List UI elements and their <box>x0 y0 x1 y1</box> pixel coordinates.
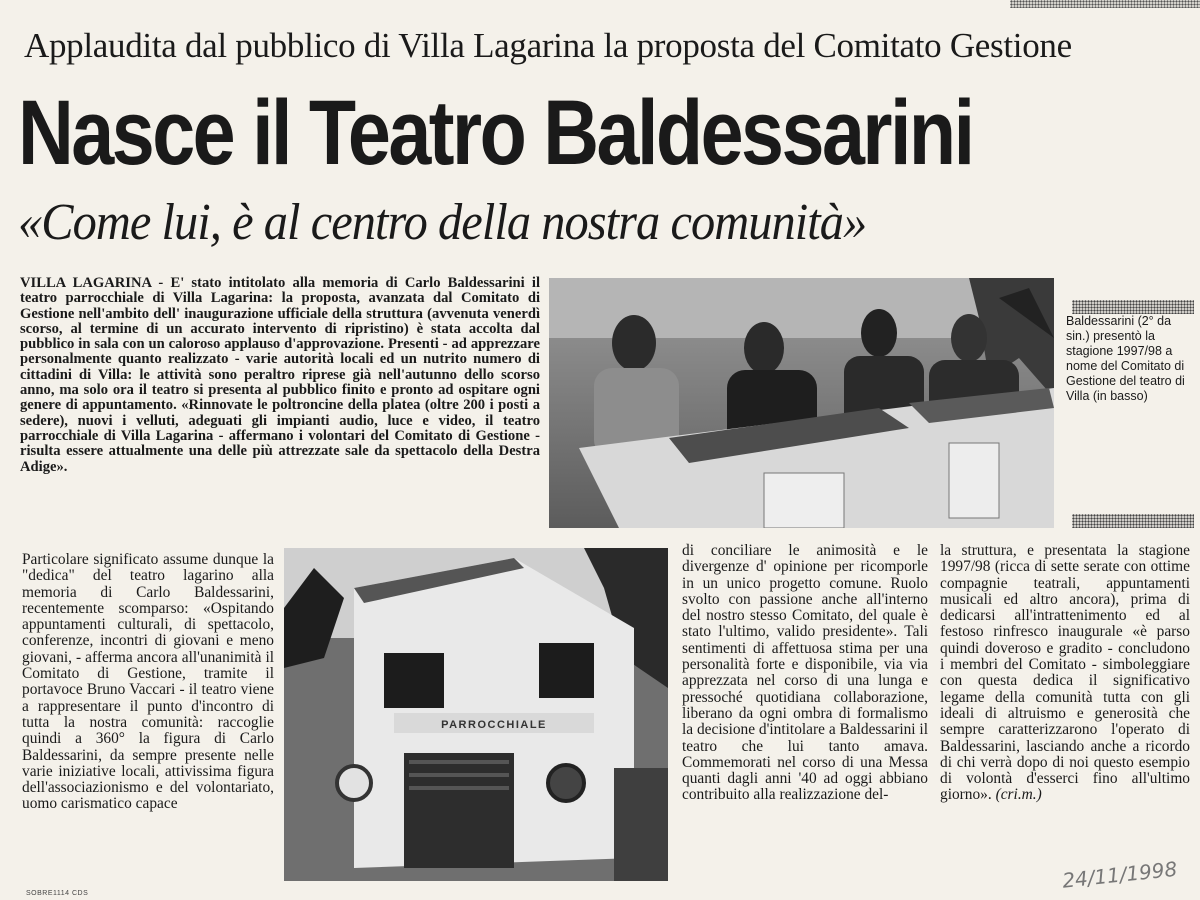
photo-caption: Baldessarini (2° da sin.) presentò la stagione 1997/98 a nome del Comitato di Gestione del teatro di Villa (in basso) <box>1066 314 1185 403</box>
column-3: di conciliare le animosità e le divergenze d' opinione per ricomporle in un unico progetto comune. Ruolo svolto con passione anche all'interno del nostro stesso Comitato, del quale è stato l'ultimo, valido presidente». Tali sentimenti di affettuosa stima per una personalità forte e disponibile, via via apprezzata nel corso di una lunga e pressoché quotidiana collaborazione, liberano da ogni ombra di formalismo la decisione d'intitolare a Baldessarini il teatro che lui tanto amava. Commemorati nel corso di una Messa quanti dagli anni '40 ad oggi abbiano contribuito alla realizzazione del- <box>682 543 928 804</box>
main-headline: Nasce il Teatro Baldessarini <box>18 82 973 184</box>
building-sign: PARROCCHIALE <box>441 719 547 731</box>
handwritten-date: 24/11/1998 <box>1061 856 1179 893</box>
column-4-text: la struttura, e presentata la stagione 1997/98 (ricca di sette serate con ottime compagnie teatrali, appuntamenti musicali ed altro ancora), prima di dedicarsi all'intrattenimento ed al festoso rinfresco inaugurale «è parso quindi doveroso e gradito - concludono i membri del Comitato - simboleggiare con questa dedica il significativo legame della comunità tutta con gli ideali di altruismo e generosità che sempre caratterizzarono l'operato di Baldessarini, lasciando anche a ricordo di chi verrà dopo di noi questo esempio di volontà d'esserci fino all'ultimo giorno». <box>940 543 1190 804</box>
caption-dots-top <box>1072 300 1194 314</box>
sub-headline: «Come lui, è al centro della nostra comunità» <box>18 194 867 251</box>
byline: (cri.m.) <box>995 786 1042 804</box>
column-1: Particolare significato assume dunque la "dedica" del teatro lagarino alla memoria di Carlo Baldessarini, recentemente scomparso: «Ospitando appuntamenti culturali, di spettacolo, conferenze, incontri di giovani e meno giovani, - afferma ancora all'unanimità il Comitato di Gestione, tramite il portavoce Bruno Vaccari - il teatro viene a rappresentare il punto d'incontro di tutta la nostra comunità: raccoglie quindi a 360° la figura di Carlo Baldessarini, da sempre presente nelle varie iniziative locali, attivissima figura dell'associazionismo e del volontariato, uomo carismatico capace <box>22 552 274 813</box>
footer-code: SOBRE1114 CDS <box>26 890 89 897</box>
halftone-strip <box>1010 0 1200 8</box>
column-4 <box>940 543 1190 883</box>
kicker-headline: Applaudita dal pubblico di Villa Lagarina la proposta del Comitato Gestione <box>24 26 1072 65</box>
theatre-building-photo <box>284 548 668 881</box>
caption-dots-bottom <box>1072 514 1194 528</box>
lead-paragraph: VILLA LAGARINA - E' stato intitolato alla memoria di Carlo Baldessarini il teatro parrocchiale di Villa Lagarina: la proposta, avanzata dal Comitato di Gestione nell'ambito dell' inaugurazione ufficiale della struttura (avvenuta venerdì scorso, al termine di un accurato intervento di ripristino) è stata accolta dal pubblico in sala con un caloroso applauso d'approvazione. Presenti - ad apprezzare personalmente quanto realizzato - varie autorità locali ed un nutrito numero di cittadini di Villa: le attività sono peraltro riprese già nell'autunno dello scorso anno, ma solo ora il teatro si presenta al pubblico finito e pronto ad ospitare ogni genere di appuntamento. «Rinnovate le poltroncine della platea (oltre 200 i posti a sedere), nuovi i velluti, adeguati gli impianti audio, luce e video, il teatro parrocchiale di Villa Lagarina - affermano i volontari del Comitato di Gestione - risulta essere attualmente una delle più attrezzate sale da spettacolo della Destra Adige». <box>20 276 540 475</box>
press-conference-photo <box>549 278 1054 528</box>
